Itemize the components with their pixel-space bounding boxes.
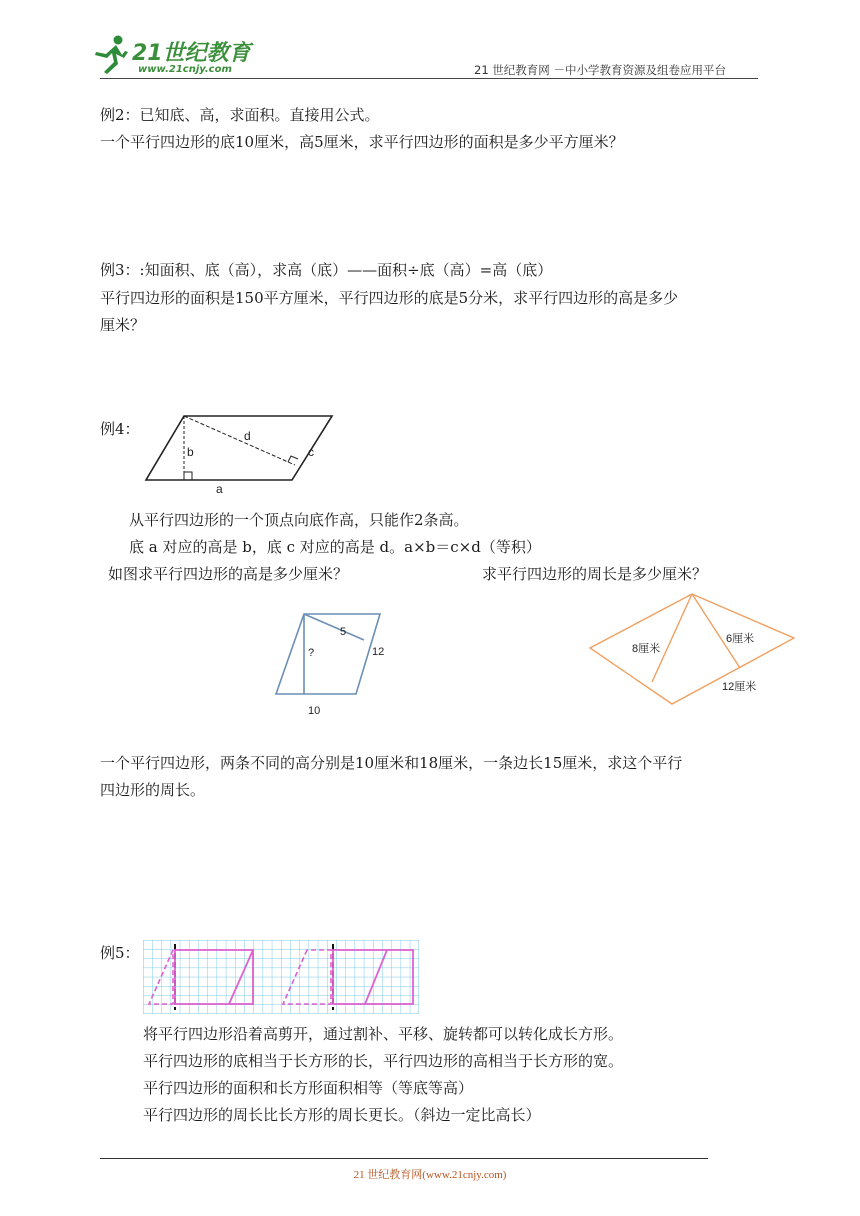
fig2-label-question: ? — [308, 647, 315, 659]
ex4-label: 例4： — [100, 420, 140, 438]
ex5-line2: 平行四边形的底相当于长方形的长，平行四边形的高相当于长方形的宽。 — [143, 1052, 624, 1070]
header-right-text: 21 世纪教育网 －中小学教育资源及组卷应用平台 — [474, 63, 726, 77]
ex4-figure-height — [270, 608, 390, 718]
ex3-problem-line1: 平行四边形的面积是150平方厘米，平行四边形的底是5分米，求平行四边形的高是多少 — [100, 289, 679, 307]
ex3-title: 例3：:知面积、底（高），求高（底）——面积÷底（高）=高（底） — [100, 261, 553, 279]
label-a: a — [216, 482, 223, 496]
fig3-label-8: 8厘米 — [632, 643, 661, 655]
ex4-note1: 从平行四边形的一个顶点向底作高，只能作2条高。 — [129, 511, 469, 529]
ex4-question-left: 如图求平行四边形的高是多少厘米？ — [108, 565, 349, 583]
ex4-problem-line1: 一个平行四边形，两条不同的高分别是10厘米和18厘米，一条边长15厘米，求这个平行 — [100, 754, 683, 772]
ex2-title: 例2：已知底、高，求面积。直接用公式。 — [100, 106, 380, 124]
ex5-line3: 平行四边形的面积和长方形面积相等（等底等高） — [143, 1079, 474, 1097]
fig3-shape — [590, 594, 794, 704]
right-angle-mark-d — [288, 456, 298, 462]
grid-background — [143, 940, 419, 1014]
ex3-problem-line2: 厘米？ — [100, 316, 146, 334]
label-c: c — [308, 445, 314, 459]
fig3-label-12: 12厘米 — [722, 681, 757, 693]
fig2-perp — [304, 614, 364, 640]
logo-text: 21世纪教育 — [132, 41, 251, 66]
label-d: d — [244, 429, 251, 443]
fig2-label-10: 10 — [308, 705, 321, 717]
ex4-figure-perimeter — [588, 590, 798, 710]
footer-rule — [100, 1158, 708, 1159]
ex5-line1: 将平行四边形沿着高剪开，通过割补、平移、旋转都可以转化成长方形。 — [143, 1025, 624, 1043]
label-b: b — [187, 445, 194, 459]
fig3-label-6: 6厘米 — [726, 633, 755, 645]
height-d-line — [184, 416, 295, 465]
header-rule — [100, 78, 758, 79]
parallelogram-outline — [146, 416, 332, 480]
ex4-problem-line2: 四边形的周长。 — [100, 781, 206, 799]
ex5-line4: 平行四边形的周长比长方形的周长更长。（斜边一定比高长） — [143, 1106, 541, 1124]
fig2-label-12: 12 — [372, 646, 385, 658]
fig3-height-8 — [652, 594, 692, 682]
runner-logo-icon — [92, 34, 132, 76]
ex4-parallelogram-figure — [142, 408, 342, 498]
ex5-label: 例5： — [100, 944, 140, 962]
logo — [92, 34, 262, 80]
ex4-question-right: 求平行四边形的周长是多少厘米？ — [482, 565, 708, 583]
fig2-parallelogram — [276, 614, 380, 694]
fig2-label-5: 5 — [340, 626, 347, 638]
logo-url: www.21cnjy.com — [138, 64, 232, 75]
footer-text: 21 世纪教育网(www.21cnjy.com) — [353, 1169, 507, 1181]
ex5-grid-figure — [143, 940, 419, 1014]
right-angle-mark — [184, 472, 192, 480]
ex2-problem: 一个平行四边形的底10厘米，高5厘米，求平行四边形的面积是多少平方厘米？ — [100, 133, 624, 151]
ex4-note2: 底 a 对应的高是 b，底 c 对应的高是 d。a×b＝c×d（等积） — [129, 538, 541, 556]
